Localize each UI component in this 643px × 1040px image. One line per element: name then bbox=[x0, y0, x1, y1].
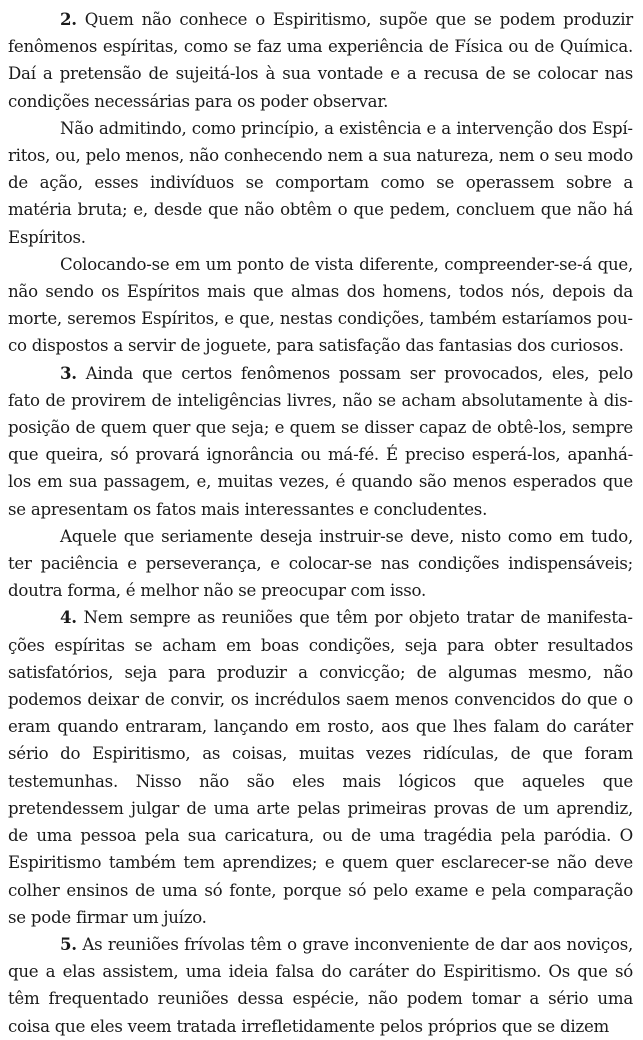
paragraph-5 bbox=[8, 931, 633, 1040]
paragraph-text: Não admitindo, como princípio, a existência e a intervenção dos Espíritos, ou, pelo menos, não conhecendo nem a sua natureza, nem o seu modo de ação, esses indivíduos se comportam como se operassem sobre a matéria bruta; e, desde que não obtêm o que pedem, concluem que não há Espíritos. bbox=[8, 118, 633, 247]
paragraph-text: Quem não conhece o Espiritismo, supõe que se podem produzir fenômenos espíritas, como se faz uma experiência de Física ou de Química. Daí a pretensão de sujeitá-los à sua vontade e a recusa de se colocar nas condições necessárias para os poder observar. bbox=[8, 10, 633, 111]
document-page bbox=[8, 6, 633, 1040]
paragraph-2-continued-b bbox=[8, 251, 633, 360]
paragraph-2-continued-a bbox=[8, 115, 633, 251]
paragraph-3-continued bbox=[8, 523, 633, 605]
paragraph-text: Nem sempre as reuniões que têm por objeto tratar de manifestações espíritas se acham em boas condições, seja para obter resultados satisfatórios, seja para produzir a convicção; de algumas mesmo, não podemos deixar de convir, os incrédulos saem menos convencidos do que o eram quando entraram, lançando em rosto, aos que lhes falam do caráter sério do Espiritismo, as coisas, muitas vezes ridículas, de que foram testemunhas. Nisso não são eles mais lógicos que aqueles que pretendessem julgar de uma arte pelas primeiras provas de um aprendiz, de uma pessoa pela sua caricatura, ou de uma tragédia pela paródia. O Espiritismo também tem aprendizes; e quem quer esclarecer-se não deve colher ensinos de uma só fonte, porque só pelo exame e pela comparação se pode firmar um juízo. bbox=[8, 608, 633, 927]
paragraph-number: 5. bbox=[60, 933, 77, 954]
paragraph-number: 3. bbox=[60, 362, 77, 383]
paragraph-number: 4. bbox=[60, 607, 77, 628]
paragraph-number: 2. bbox=[60, 9, 77, 29]
paragraph-4 bbox=[8, 604, 633, 930]
paragraph-3 bbox=[8, 360, 633, 523]
paragraph-text: Aquele que seriamente deseja instruir-se deve, nisto como em tudo, ter paciência e perseverança, e colocar-se nas condições indispensáveis; doutra forma, é melhor não se preocupar com isso. bbox=[8, 526, 633, 601]
paragraph-2 bbox=[8, 6, 633, 115]
paragraph-text: Ainda que certos fenômenos possam ser provocados, eles, pelo fato de provirem de inteligências livres, não se acham absolutamente à disposição de quem quer que seja; e quem se disser capaz de obtê-los, sempre que queira, só provará ignorância ou má-fé. É preciso esperá-los, apanhá-los em sua passagem, e, muitas vezes, é quando são menos esperados que se apresentam os fatos mais interessantes e concludentes. bbox=[8, 363, 633, 519]
paragraph-text: As reuniões frívolas têm o grave inconveniente de dar aos noviços, que a elas assistem, uma ideia falsa do caráter do Espiritismo. Os que só têm frequentado reuniões dessa espécie, não podem tomar a sério uma coisa que eles veem tratada irrefletidamente pelos próprios que se dizem bbox=[8, 934, 633, 1036]
paragraph-text: Colocando-se em um ponto de vista diferente, compreender-se-á que, não sendo os Espíritos mais que almas dos homens, todos nós, depois da morte, seremos Espíritos, e que, nestas condições, também estaríamos pouco dispostos a servir de joguete, para satisfação das fantasias dos curiosos. bbox=[8, 254, 633, 356]
